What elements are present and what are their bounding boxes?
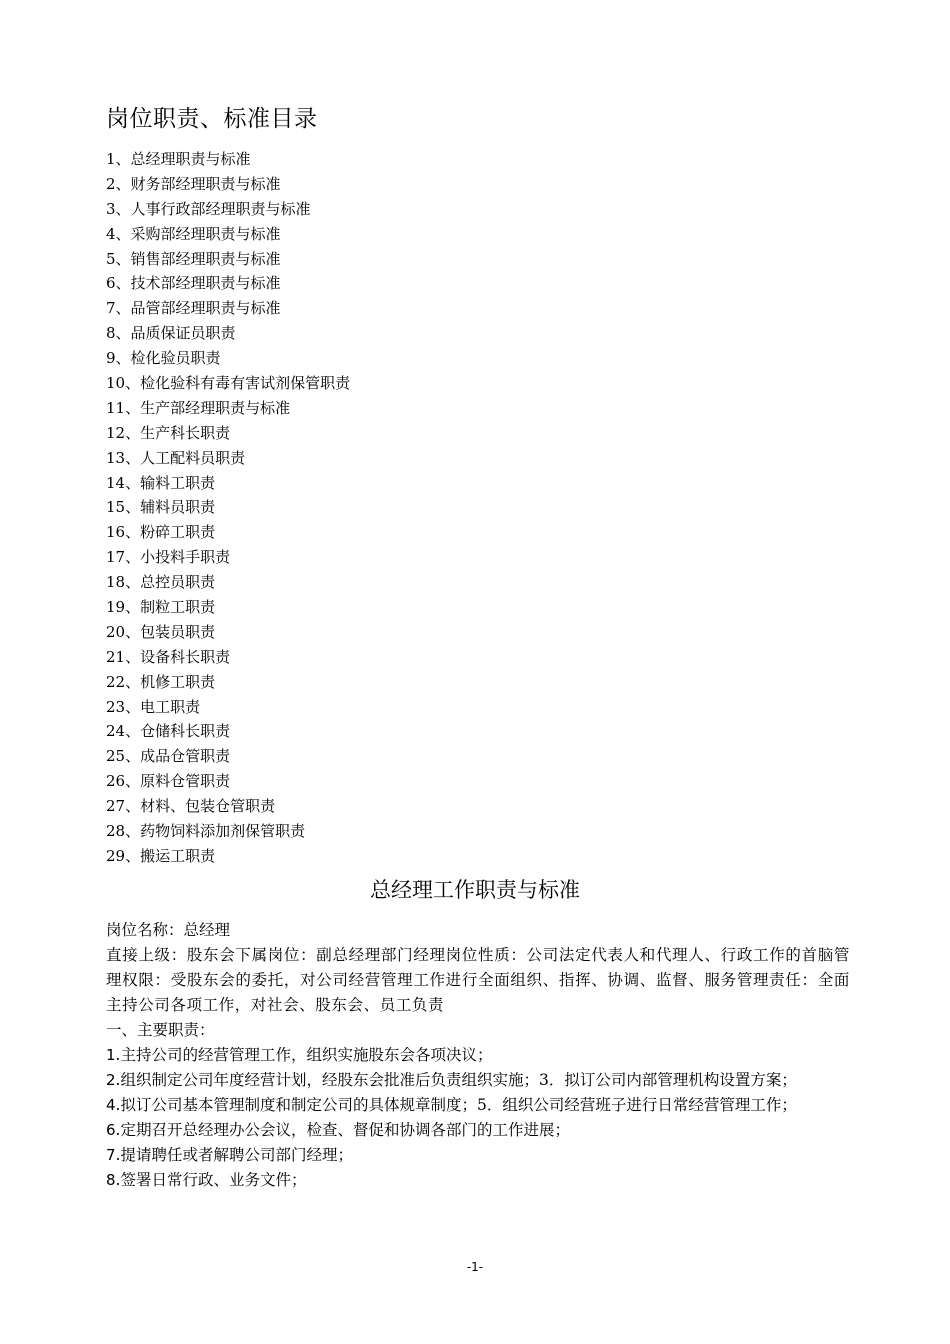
toc-item: 21、设备科长职责 bbox=[106, 647, 231, 666]
toc-item: 12、生产科长职责 bbox=[106, 423, 231, 442]
duty-item bbox=[106, 1068, 850, 1093]
toc-item: 22、机修工职责 bbox=[106, 672, 216, 691]
duty-number: 6 bbox=[106, 1121, 116, 1139]
duty-text: .拟订公司基本管理制度和制定公司的具体规章制度；5．组织公司经营班子进行日常经营管理工作； bbox=[115, 1096, 797, 1114]
duty-item bbox=[106, 1093, 850, 1118]
toc-item: 11、生产部经理职责与标准 bbox=[106, 398, 291, 417]
toc-item: 14、输料工职责 bbox=[106, 473, 216, 492]
toc-item: 17、小投料手职责 bbox=[106, 548, 231, 567]
section-body bbox=[106, 918, 850, 1193]
toc-item: 23、电工职责 bbox=[106, 697, 201, 716]
duty-item bbox=[106, 1143, 850, 1168]
duty-number: 7 bbox=[106, 1146, 116, 1164]
position-info: 直接上级：股东会下属岗位：副总经理部门经理岗位性质：公司法定代表人和代理人、行政工作的首脑管理权限：受股东会的委托，对公司经营管理工作进行全面组织、指挥、协调、监督、服务管理责任：全面主持公司各项工作，对社会、股东会、员工负责 bbox=[106, 946, 850, 1014]
section-title: 总经理工作职责与标准 bbox=[370, 878, 580, 902]
duty-text: .组织制定公司年度经营计划，经股东会批准后负责组织实施；3．拟订公司内部管理机构设置方案； bbox=[115, 1071, 797, 1089]
toc-item: 15、辅料员职责 bbox=[106, 498, 216, 517]
toc-item: 27、材料、包装仓管职责 bbox=[106, 797, 276, 816]
toc-item: 2、财务部经理职责与标准 bbox=[106, 174, 281, 193]
toc-item: 9、检化验员职责 bbox=[106, 349, 221, 368]
duty-number: 2 bbox=[106, 1071, 116, 1089]
toc-item: 18、总控员职责 bbox=[106, 573, 216, 592]
duty-number: 8 bbox=[106, 1171, 116, 1189]
toc-item: 5、销售部经理职责与标准 bbox=[106, 249, 281, 268]
toc-item: 19、制粒工职责 bbox=[106, 598, 216, 617]
toc-item: 6、技术部经理职责与标准 bbox=[106, 274, 281, 293]
duties-heading: 一、主要职责： bbox=[106, 1021, 215, 1039]
toc-item: 1、总经理职责与标准 bbox=[106, 150, 251, 168]
position-name: 岗位名称：总经理 bbox=[106, 921, 231, 939]
toc-item: 13、人工配料员职责 bbox=[106, 448, 246, 467]
page-number: -1- bbox=[466, 1260, 484, 1274]
duty-item bbox=[106, 1118, 850, 1143]
duty-item bbox=[106, 1168, 850, 1193]
toc-item: 25、成品仓管职责 bbox=[106, 747, 231, 766]
toc-item: 4、采购部经理职责与标准 bbox=[106, 224, 281, 243]
toc-item: 16、粉碎工职责 bbox=[106, 523, 216, 542]
toc-list bbox=[106, 147, 350, 869]
toc-item: 8、品质保证员职责 bbox=[106, 324, 236, 343]
toc-item: 10、检化验科有毒有害试剂保管职责 bbox=[106, 374, 351, 393]
duty-text: .主持公司的经营管理工作，组织实施股东会各项决议； bbox=[115, 1046, 493, 1064]
toc-item: 28、药物饲料添加剂保管职责 bbox=[106, 822, 306, 841]
toc-item: 24、仓储科长职责 bbox=[106, 722, 231, 741]
toc-item: 20、包装员职责 bbox=[106, 622, 216, 641]
duty-number: 1 bbox=[106, 1046, 116, 1064]
duty-item bbox=[106, 1043, 850, 1068]
duty-text: .签署日常行政、业务文件； bbox=[115, 1171, 307, 1189]
duty-number: 4 bbox=[106, 1096, 116, 1114]
toc-item: 29、搬运工职责 bbox=[106, 846, 216, 865]
toc-title: 岗位职责、标准目录 bbox=[106, 106, 318, 132]
toc-item: 7、品管部经理职责与标准 bbox=[106, 299, 281, 318]
toc-item: 26、原料仓管职责 bbox=[106, 772, 231, 791]
duty-text: .提请聘任或者解聘公司部门经理； bbox=[115, 1146, 353, 1164]
toc-item: 3、人事行政部经理职责与标准 bbox=[106, 199, 311, 218]
duty-text: .定期召开总经理办公会议，检查、督促和协调各部门的工作进展； bbox=[115, 1121, 570, 1139]
